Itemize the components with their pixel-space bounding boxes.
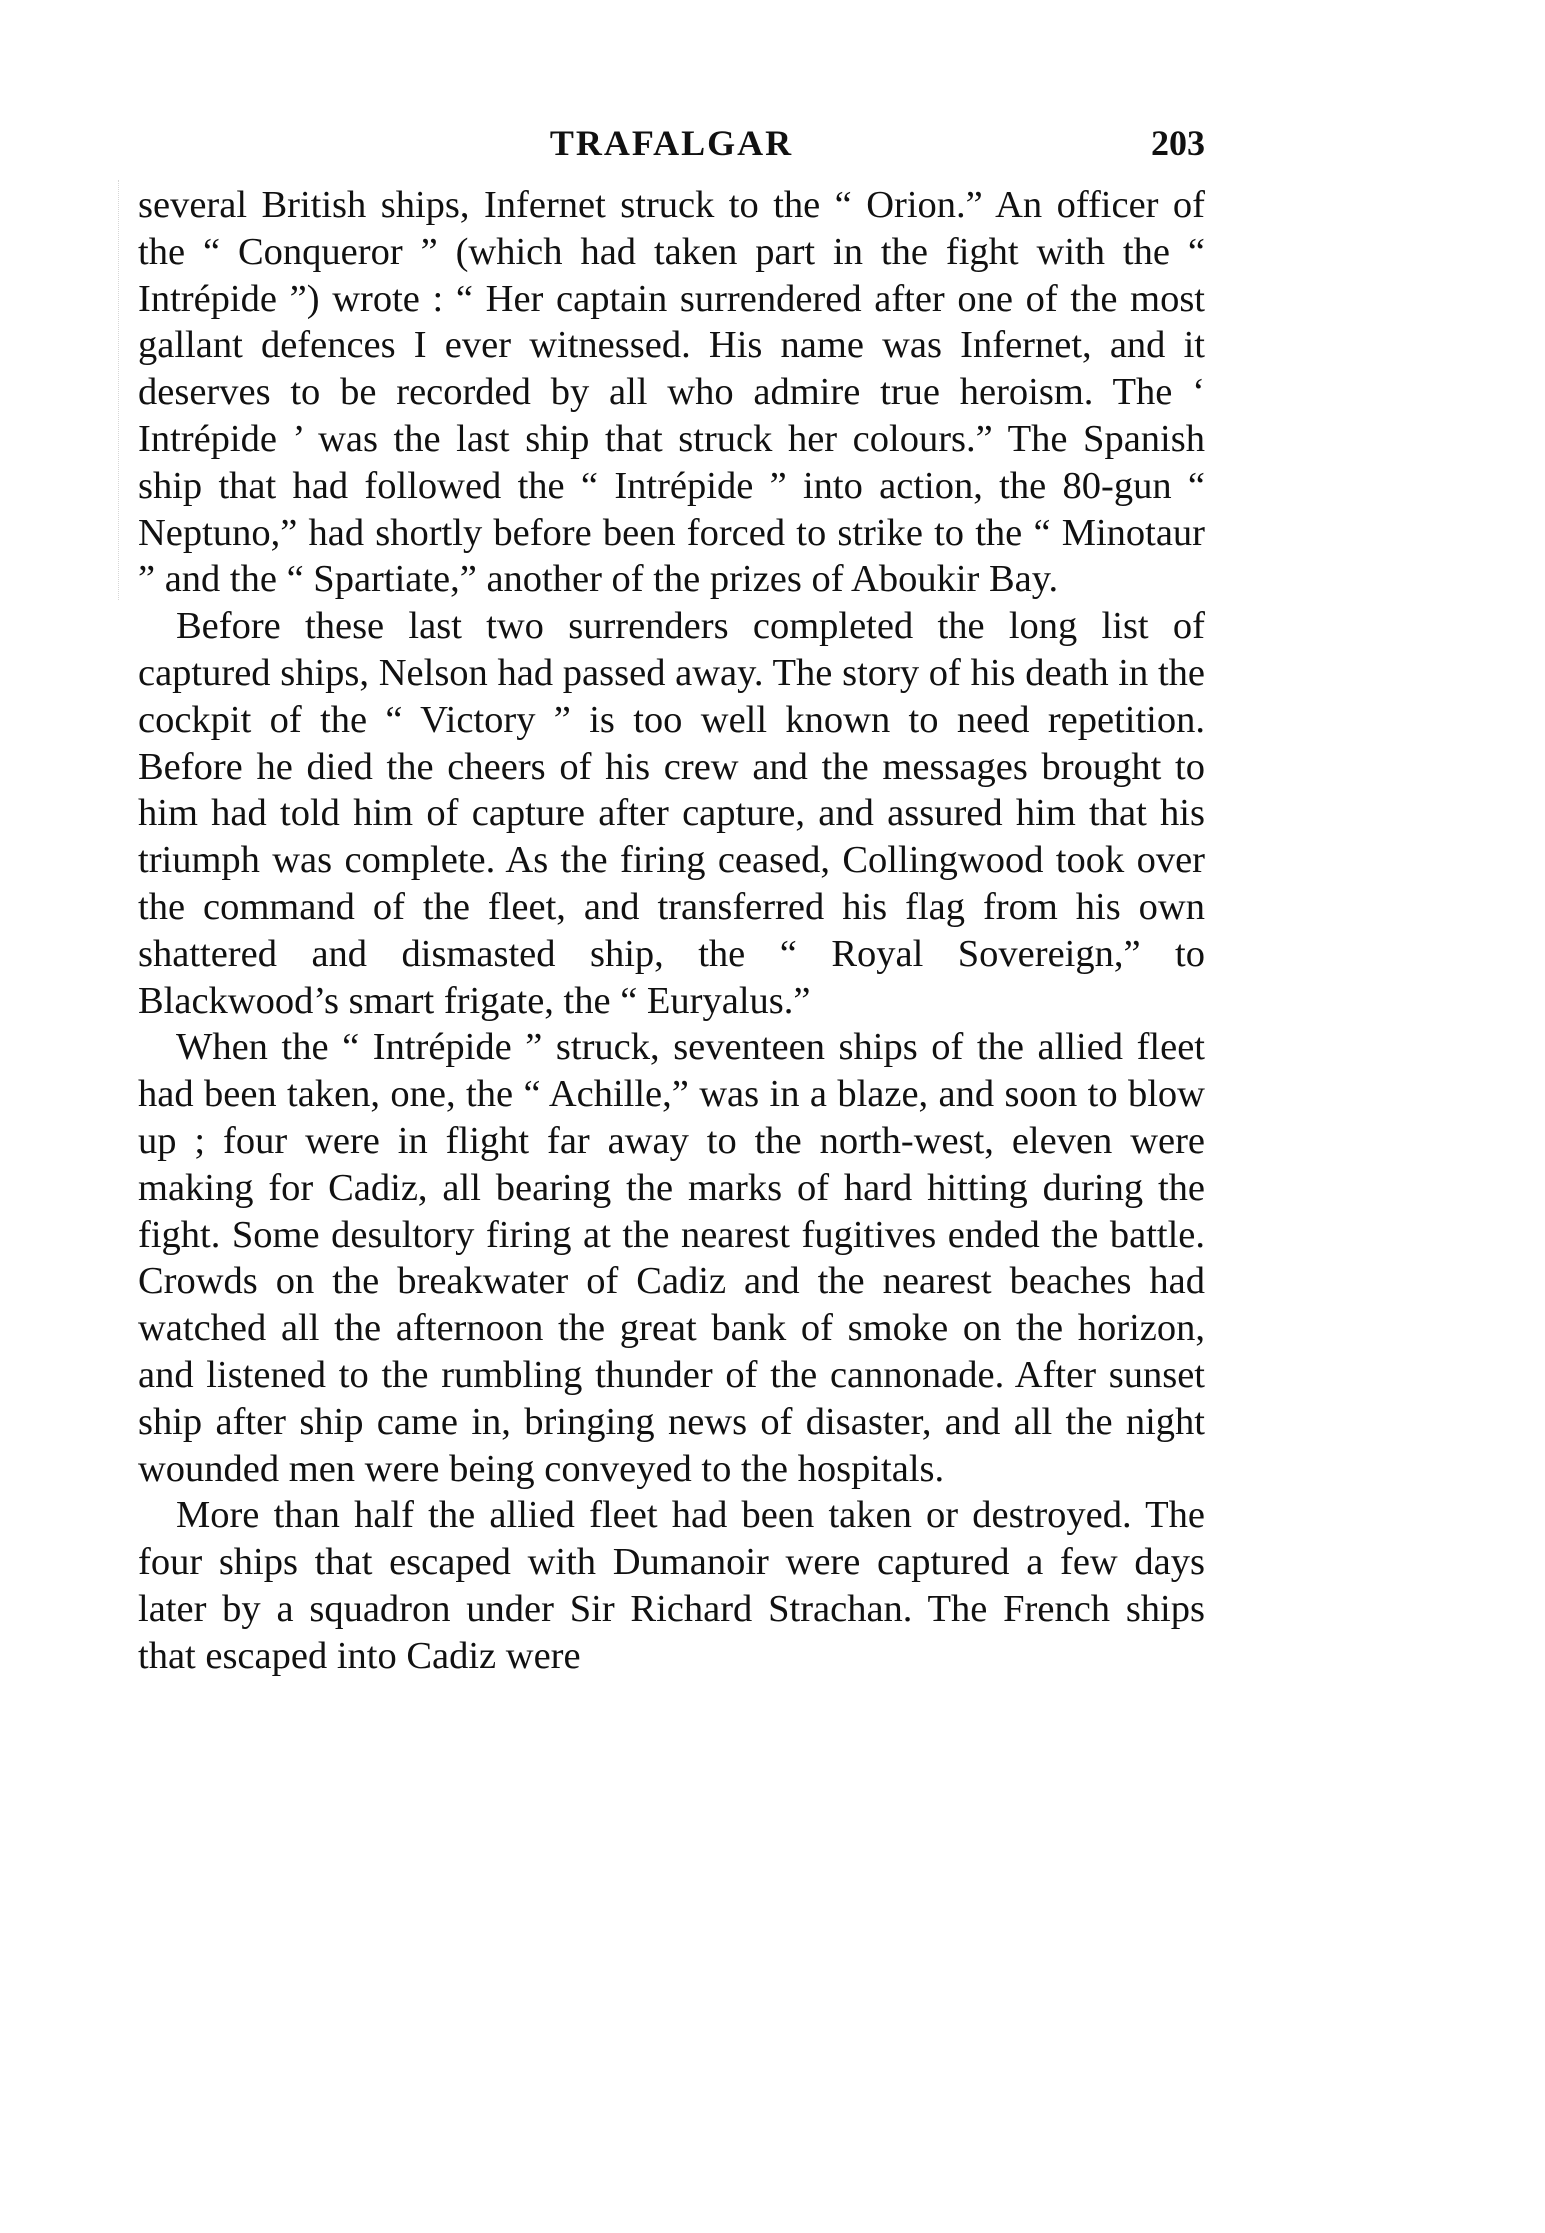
running-title: TRAFALGAR	[549, 123, 794, 163]
margin-scan-specks	[118, 180, 131, 600]
paragraph-nelson-death: Before these last two surrenders completed the long list of captured ships, Nelson had passed away. The story of his death in the cockpit of the “ Victory ” is too well known to need repetition. Before he died the cheers of his crew and the messages brought to him had told him of capture after capture, and assured him that his triumph was complete. As the firing ceased, Collingwood took over the command of the fleet, and transferred his flag from his own shattered and dismasted ship, the “ Royal Sovereign,” to Blackwood’s smart frigate, the “ Euryalus.”	[138, 605, 1205, 1022]
running-head	[138, 118, 1205, 168]
paragraph-allied-fleet: More than half the allied fleet had been taken or destroyed. The four ships that escaped with Dumanoir were captured a few days later by a squadron under Sir Richard Strachan. The French ships that escaped into Cadiz were	[138, 1494, 1205, 1677]
page-number: 203	[1151, 123, 1205, 163]
paragraph-intrepide-struck: When the “ Intrépide ” struck, seventeen ships of the allied fleet had been taken, one, the “ Achille,” was in a blaze, and soon to blow up ; four were in flight far away to the north-west, eleven were making for Cadiz, all bearing the marks of hard hitting during the fight. Some desultory firing at the nearest fugitives ended the battle. Crowds on the breakwater of Cadiz and the nearest beaches had watched all the afternoon the great bank of smoke on the horizon, and listened to the rumbling thunder of the cannonade. After sunset ship after ship came in, bringing news of disaster, and all the night wounded men were being conveyed to the hospitals.	[138, 1026, 1205, 1490]
paragraph-continuation: several British ships, Infernet struck to the “ Orion.” An officer of the “ Conqueror ” (which had taken part in the fight with the “ Intrépide ”) wrote : “ Her captain surrendered after one of the most gallant defences I ever witnessed. His name was Infernet, and it deserves to be recorded by all who admire true heroism. The ‘ Intrépide ’ was the last ship that struck her colours.” The Spanish ship that had followed the “ Intrépide ” into action, the 80-gun “ Neptuno,” had shortly before been forced to strike to the “ Minotaur ” and the “ Spartiate,” another of the prizes of Aboukir Bay.	[138, 184, 1205, 601]
body-text	[138, 182, 1205, 1680]
